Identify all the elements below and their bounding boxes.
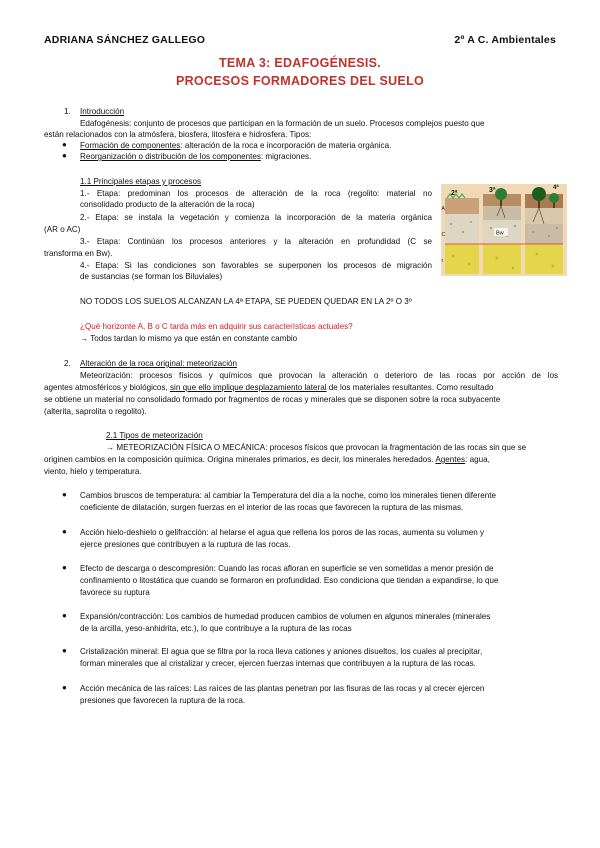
section-2-text-2: agentes atmosféricos y biológicos, sin que ello implique desplazamiento lateral de los materiales resultantes. Como resultado — [44, 383, 494, 392]
section-2-1-text-3: viento, hielo y temperatura. — [44, 467, 142, 476]
answer-text: → Todos tardan lo mismo ya que están en constante cambio — [80, 334, 298, 343]
bullet-gelifraction-line-2: ejerce presiones que contribuyen a la ruptura de las rocas. — [80, 540, 291, 549]
bullet-icon: ● — [62, 140, 67, 149]
bullet-decompression-line-1: Efecto de descarga o descompresión: Cuando las rocas afloran en superficie se ven sometidas a menor presión de — [80, 564, 494, 573]
bullet-expansion-line-1: Expansión/contracción: Los cambios de humedad producen cambios de volumen en algunos minerales (minerales — [80, 612, 491, 621]
bullet-temperature-line-1: Cambios bruscos de temperatura: al cambiar la Temperatura del día a la noche, como los minerales tienen diferente — [80, 491, 496, 500]
bullet-icon: ● — [62, 646, 67, 655]
section-2-number: 2. — [64, 359, 71, 368]
section-2-1-text-1: → METEORIZACIÓN FÍSICA O MECÁNICA: procesos físicos que provocan la fragmentación de las rocas sin que se — [106, 443, 527, 452]
bullet-crystallization-line-1: Cristalización mineral: El agua que se filtra por la roca lleva cationes y aniones disueltos, los cuales al precipitar, — [80, 647, 483, 656]
bullet-icon: ● — [62, 527, 67, 536]
diagram-label-c: C — [441, 232, 446, 238]
bullet-icon: ● — [62, 151, 67, 160]
diagram-label-stage-4: 4ª — [553, 185, 559, 191]
stage-1-line-1: 1.- Etapa: predominan los procesos de alteración de la roca (regolito: material no — [80, 189, 432, 198]
bullet-roots-line-1: Acción mecánica de las raíces: Las raíces de las plantas penetran por las fisuras de las rocas y al crecer ejercen — [80, 684, 485, 693]
section-1-number: 1. — [64, 107, 71, 116]
section-1-1-heading: 1.1 Principales etapas y procesos — [80, 177, 202, 186]
bullet-decompression-line-3: favorece su ruptura — [80, 588, 150, 597]
stage-3-line-1: 3.- Etapa: Continúan los procesos anteriores y la alteración en profundidad (C se — [80, 237, 432, 246]
section-1-heading: Introducción — [80, 107, 125, 116]
bullet-icon: ● — [62, 490, 67, 499]
doc-title-line2: PROCESOS FORMADORES DEL SUELO — [175, 74, 425, 88]
diagram-label-stage-3: 3ª — [489, 187, 496, 194]
stage-note: NO TODOS LOS SUELOS ALCANZAN LA 4ª ETAPA, SE PUEDEN QUEDAR EN LA 2º O 3º — [80, 297, 412, 306]
course-name: 2º A C. Ambientales — [454, 34, 556, 46]
stage-2-line-1: 2.- Etapa: se instala la vegetación y comienza la incorporación de la materia orgánica — [80, 213, 432, 222]
list-item-formation: Formación de componentes: alteración de la roca e incorporación de materia orgánica. — [80, 141, 392, 150]
section-2-1-heading: 2.1 Tipos de meteorización — [106, 431, 203, 440]
stage-3-line-2: transforma en Bw). — [44, 249, 113, 258]
diagram-label-r: r — [441, 258, 444, 264]
section-1-text-2: están relacionados con la atmósfera, biosfera, litosfera e hidrosfera. Tipos: — [44, 130, 312, 139]
diagram-label-a: A — [441, 206, 445, 212]
bullet-expansion-line-2: de la arcilla, yeso-anhidrita, etc.), lo que contribuye a la ruptura de las rocas — [80, 624, 352, 633]
soil-profile-diagram — [441, 184, 567, 276]
question-text: ¿Qué horizonte A, B o C tarda más en adquirir sus características actuales? — [80, 322, 353, 331]
section-2-heading: Alteración de la roca original: meteorización — [80, 359, 238, 368]
bullet-gelifraction-line-1: Acción hielo-deshielo o gelifracción: al helarse el agua que rellena los poros de las rocas, aumenta su volumen y — [80, 528, 485, 537]
author-name: ADRIANA SÁNCHEZ GALLEGO — [44, 34, 206, 46]
section-1-text-1: Edafogénesis: conjunto de procesos que participan en la formación de un suelo. Procesos complejos puesto que — [80, 119, 485, 128]
section-2-text-1: Meteorización: procesos físicos y químicos que provocan la alteración o deterioro de las rocas por acción de los — [80, 371, 558, 380]
bullet-decompression-line-2: confinamiento o litostática que cuando se formaron en profundidad. Eso condiciona que tiendan a expandirse, lo que — [80, 576, 499, 585]
stage-1-line-2: consolidado producto de la alteración de la roca) — [80, 200, 255, 209]
soil-horizon-a — [445, 198, 479, 214]
bullet-icon: ● — [62, 683, 67, 692]
bullet-icon: ● — [62, 611, 67, 620]
bullet-icon: ● — [62, 563, 67, 572]
diagram-label-bw: Bw — [496, 230, 504, 237]
stage-4-line-1: 4.- Etapa: Si las condiciones son favorables se superponen los procesos de migración — [80, 261, 432, 270]
list-item-reorganization: Reorganización o distribución de los componentes: migraciones. — [80, 152, 312, 161]
bullet-roots-line-2: presiones que favorecen la ruptura de la roca. — [80, 696, 246, 705]
diagram-label-stage-2: 2ª — [451, 190, 458, 197]
section-2-text-4: (alterita, saprolita o regolito). — [44, 407, 147, 416]
bullet-temperature-line-2: coeficiente de dilatación, surgen fuerzas en el interior de las rocas que favorecen la ruptura de las mismas. — [80, 503, 464, 512]
section-2-text-3: se obtiene un material no consolidado formado por fragmentos de rocas y minerales que se disponen sobre la roca subyacente — [44, 395, 501, 404]
section-2-1-text-2: originen cambios en la composición química. Origina minerales primarios, es decir, los minerales heredados. Agentes: agua, — [44, 455, 490, 464]
stage-4-line-2: de sustancias (se forman los Biluviales) — [80, 272, 223, 281]
bedrock-layer — [445, 244, 479, 274]
soil-horizon-c — [445, 214, 479, 244]
stage-2-line-2: (AR o AC) — [44, 225, 81, 234]
doc-title-line1: TEMA 3: EDAFOGÉNESIS. — [218, 56, 382, 70]
bullet-crystallization-line-2: forman minerales que al cristalizar y crecer, ejercen fuerzas internas que contribuyen a la ruptura de las rocas. — [80, 659, 476, 668]
